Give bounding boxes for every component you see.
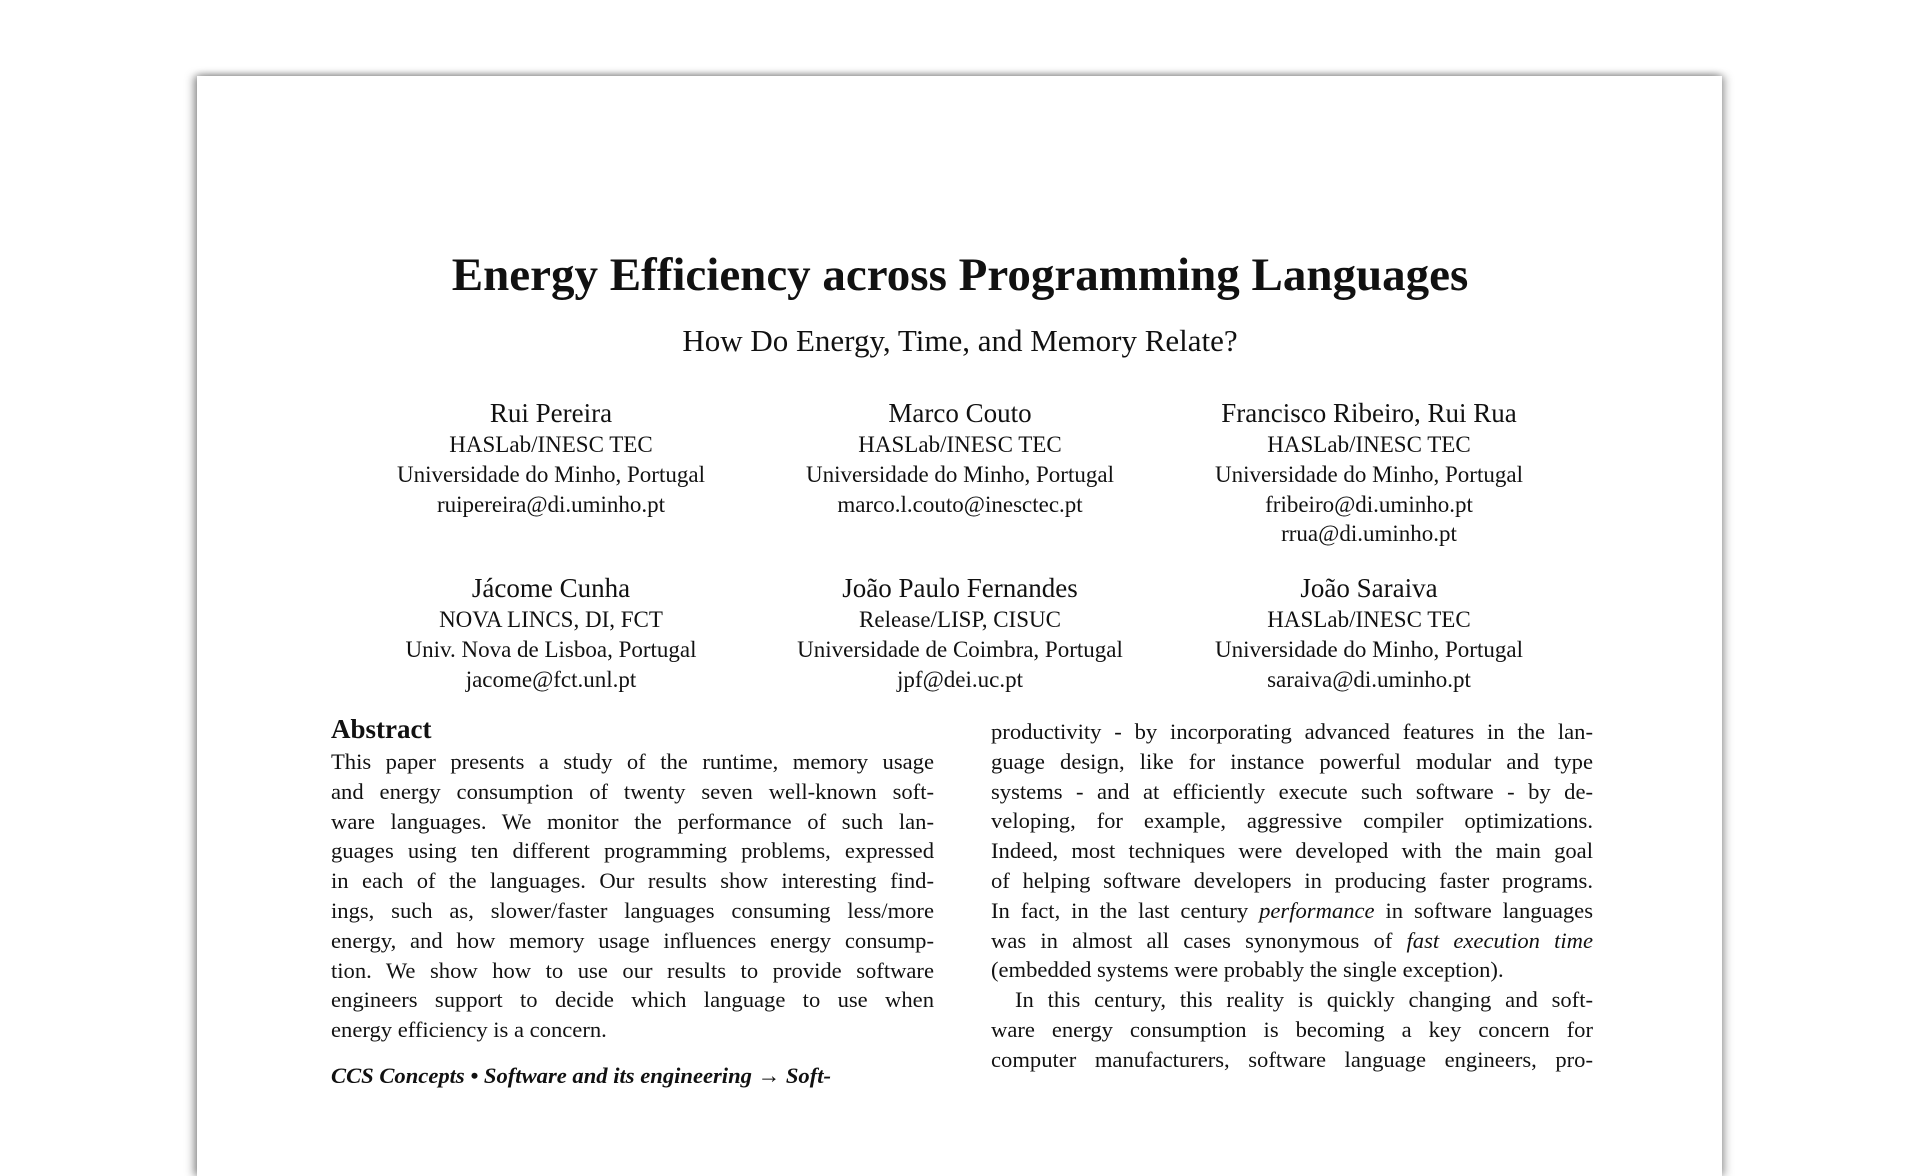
text-line: Indeed, most techniques were developed with the main goal	[991, 838, 1593, 864]
author-affiliation: Universidade do Minho, Portugal	[806, 461, 1114, 487]
text-line: computer manufacturers, software language engineers, pro-	[991, 1046, 1593, 1072]
author-affiliation: Universidade de Coimbra, Portugal	[797, 636, 1123, 662]
author-1	[750, 397, 1170, 519]
text-line: was in almost all cases synonymous of fast execution time	[991, 927, 1593, 953]
text-line: ings, such as, slower/faster languages consuming less/more	[331, 897, 934, 923]
text-line: and energy consumption of twenty seven well-known soft-	[331, 778, 934, 804]
author-2	[1159, 397, 1579, 549]
author-name: Rui Pereira	[489, 398, 613, 428]
author-name: João Paulo Fernandes	[842, 573, 1078, 603]
author-email: rrua@di.uminho.pt	[1281, 521, 1457, 547]
author-email: marco.l.couto@inesctec.pt	[837, 491, 1083, 517]
author-affiliation: Universidade do Minho, Portugal	[397, 461, 705, 487]
text-line: guage design, like for instance powerful modular and type	[991, 748, 1593, 774]
author-email: jpf@dei.uc.pt	[897, 666, 1023, 692]
abstract-column	[331, 713, 934, 1045]
text-line: (embedded systems were probably the single exception).	[991, 957, 1504, 983]
text-line: This paper presents a study of the runtime, memory usage	[331, 749, 934, 774]
text-line: veloping, for example, aggressive compiler optimizations.	[991, 808, 1593, 834]
author-email: ruipereira@di.uminho.pt	[436, 491, 666, 517]
paper-title: Energy Efficiency across Programming Languages	[451, 249, 1469, 301]
text-line: In fact, in the last century performance in software languages	[991, 897, 1593, 923]
text-line: tion. We show how to use our results to provide software	[331, 957, 934, 983]
text-line: ware languages. We monitor the performance of such lan-	[331, 808, 934, 834]
introduction-column	[991, 717, 1593, 1075]
ccs-concepts: CCS Concepts • Software and its engineering → Soft-	[331, 1063, 832, 1088]
author-affiliation: HASLab/INESC TEC	[449, 432, 653, 457]
author-0	[341, 397, 761, 519]
text-line: systems - and at efficiently execute such software - by de-	[991, 778, 1593, 804]
author-name: Francisco Ribeiro, Rui Rua	[1221, 398, 1517, 428]
author-email: fribeiro@di.uminho.pt	[1265, 491, 1473, 517]
author-4	[750, 572, 1170, 694]
abstract-heading: Abstract	[331, 714, 432, 744]
author-5	[1159, 572, 1579, 694]
text-line: energy efficiency is a concern.	[331, 1017, 607, 1043]
text-line: ware energy consumption is becoming a key concern for	[991, 1016, 1593, 1042]
author-3	[341, 572, 761, 694]
author-affiliation: HASLab/INESC TEC	[858, 432, 1062, 457]
author-email: saraiva@di.uminho.pt	[1267, 666, 1471, 692]
text-line: of helping software developers in producing faster programs.	[991, 867, 1593, 893]
text-line: guages using ten different programming problems, expressed	[331, 838, 934, 864]
text-line: productivity - by incorporating advanced features in the lan-	[991, 719, 1593, 744]
text-line: engineers support to decide which language to use when	[331, 987, 934, 1013]
author-email: jacome@fct.unl.pt	[465, 666, 637, 692]
author-name: Marco Couto	[888, 398, 1032, 428]
author-affiliation: Univ. Nova de Lisboa, Portugal	[405, 636, 697, 662]
text-line: energy, and how memory usage influences energy consump-	[331, 927, 934, 953]
author-name: Jácome Cunha	[471, 573, 631, 603]
paper-subtitle: How Do Energy, Time, and Memory Relate?	[682, 323, 1238, 358]
author-affiliation: HASLab/INESC TEC	[1267, 432, 1471, 457]
text-line: in each of the languages. Our results show interesting find-	[331, 868, 934, 894]
author-affiliation: Universidade do Minho, Portugal	[1215, 461, 1523, 487]
author-affiliation: NOVA LINCS, DI, FCT	[439, 607, 663, 632]
author-name: João Saraiva	[1300, 573, 1438, 603]
author-affiliation: Release/LISP, CISUC	[859, 607, 1061, 632]
author-affiliation: Universidade do Minho, Portugal	[1215, 636, 1523, 662]
author-affiliation: HASLab/INESC TEC	[1267, 607, 1471, 632]
text-line: In this century, this reality is quickly changing and soft-	[1015, 987, 1593, 1013]
